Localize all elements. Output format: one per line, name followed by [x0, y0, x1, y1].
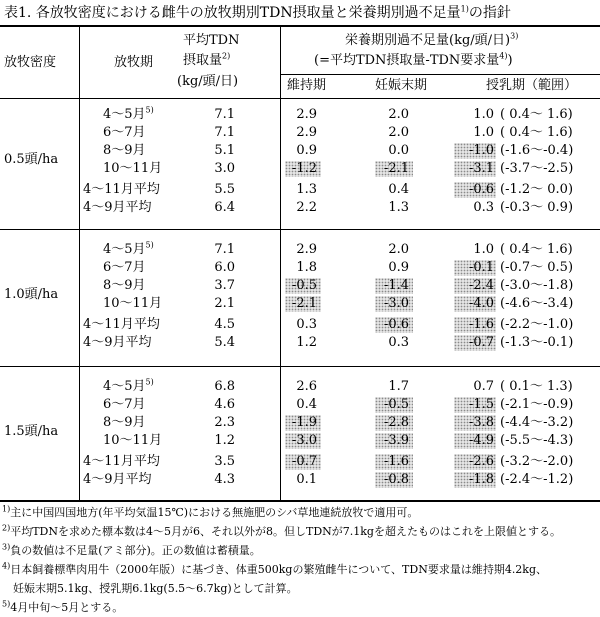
- header-balance-footnote-ref: 3): [510, 31, 519, 41]
- maintenance-value: 0.4: [296, 397, 317, 412]
- maintenance-value: -2.1: [285, 296, 321, 312]
- group-rule-1: [0, 229, 600, 230]
- density-label: 0.5頭/ha: [4, 152, 59, 167]
- period-text: 10～11月: [103, 433, 163, 448]
- period-text: 8～9月: [103, 415, 146, 430]
- period-text: 6～7月: [103, 260, 146, 275]
- maintenance-value: 0.9: [296, 143, 317, 158]
- period-label: [83, 182, 160, 198]
- footnote-marker: 3): [2, 542, 11, 552]
- lactation-value: -0.7: [454, 335, 496, 351]
- period-text: 4～5月: [103, 379, 146, 394]
- header-tdn-line2: [183, 53, 230, 69]
- late-pregnancy-value: 0.3: [388, 335, 409, 350]
- lactation-range: (-1.6～-0.4): [500, 143, 574, 158]
- header-density: 放牧密度: [4, 55, 57, 70]
- lactation-range: (-3.0～-1.8): [500, 278, 574, 293]
- tdn-value: 3.5: [214, 454, 235, 469]
- maintenance-value: -0.5: [285, 278, 321, 294]
- period-footnote-ref: 5): [145, 377, 154, 387]
- late-pregnancy-value: -2.1: [375, 161, 413, 177]
- period-label: [103, 296, 162, 312]
- group-rule-2: [0, 366, 600, 367]
- lactation-value: -1.8: [454, 472, 496, 488]
- period-label: [103, 107, 154, 123]
- header-balance-line1: [345, 33, 518, 49]
- tdn-value: 4.5: [214, 317, 235, 332]
- lactation-value: -4.0: [454, 296, 496, 312]
- period-text: 8～9月: [103, 278, 146, 293]
- late-pregnancy-value: -3.9: [375, 433, 413, 449]
- caption-text: 表1. 各放牧密度における雌牛の放牧期別TDN摂取量と栄養期別過不足量: [4, 5, 461, 21]
- caption-footnote-ref: 1): [460, 4, 469, 14]
- period-text: 10～11月: [103, 296, 163, 311]
- lactation-range: (-4.4～-3.2): [500, 415, 574, 430]
- late-pregnancy-value: 0.9: [388, 260, 409, 275]
- maintenance-value: -3.0: [285, 433, 321, 449]
- tdn-value: 6.0: [214, 260, 235, 275]
- footnote-marker: 2): [2, 523, 11, 533]
- tdn-value: 4.6: [214, 397, 235, 412]
- header-tdn-line1: 平均TDN: [183, 33, 240, 48]
- maintenance-value: 2.6: [296, 379, 317, 394]
- period-text: 4～9月平均: [83, 472, 152, 487]
- lactation-value: -2.6: [454, 454, 496, 470]
- header-bottom-rule: [0, 98, 600, 99]
- lactation-value: -1.5: [454, 397, 496, 413]
- header-period: 放牧期: [114, 55, 154, 70]
- late-pregnancy-value: 1.3: [388, 200, 409, 215]
- maintenance-value: 1.8: [296, 260, 317, 275]
- header-maintenance: 維持期: [287, 78, 327, 93]
- maintenance-value: 1.3: [296, 182, 317, 197]
- bottom-rule: [0, 500, 600, 502]
- period-text: 4～11月平均: [83, 182, 160, 197]
- period-text: 4～5月: [103, 242, 146, 257]
- maintenance-value: 2.9: [296, 107, 317, 122]
- tdn-value: 3.0: [214, 161, 235, 176]
- header-tdn-line3: (kg/頭/日): [177, 74, 239, 89]
- period-label: [103, 125, 146, 141]
- tdn-value: 1.2: [214, 433, 235, 448]
- footnote-text: 妊娠末期5.1kg、授乳期6.1kg(5.5～6.7kg)として計算。: [2, 582, 298, 595]
- period-label: [103, 397, 146, 413]
- lactation-value: -3.1: [454, 161, 496, 177]
- tdn-value: 4.3: [214, 472, 235, 487]
- lactation-range: (-1.3～-0.1): [500, 335, 574, 350]
- lactation-value: -1.6: [454, 317, 496, 333]
- lactation-range: ( 0.1～ 1.3): [500, 379, 573, 394]
- footnote-text: 負の数値は不足量(アミ部分)。正の数値は蓄積量。: [10, 544, 261, 557]
- lactation-value: -2.4: [454, 278, 496, 294]
- maintenance-value: 2.9: [296, 125, 317, 140]
- lactation-value: 1.0: [473, 107, 494, 122]
- lactation-value: -0.1: [454, 260, 496, 276]
- lactation-value: -3.8: [454, 415, 496, 431]
- late-pregnancy-value: -2.8: [375, 415, 413, 431]
- period-text: 4～9月平均: [83, 335, 152, 350]
- maintenance-value: 2.9: [296, 242, 317, 257]
- tdn-value: 7.1: [214, 242, 235, 257]
- period-label: [103, 161, 162, 177]
- tdn-value: 6.8: [214, 379, 235, 394]
- period-label: [83, 317, 160, 333]
- caption-suffix: の指針: [468, 5, 511, 21]
- header-late-pregnancy: 妊娠末期: [375, 78, 428, 93]
- late-pregnancy-value: -3.0: [375, 296, 413, 312]
- header-lactation: 授乳期（範囲）: [486, 78, 578, 93]
- tdn-value: 6.4: [214, 200, 235, 215]
- period-text: 4～9月平均: [83, 200, 152, 215]
- footnote-text: 日本飼養標準肉用牛（2000年版）に基づき、体重500kgの繁殖雌牛について、TDN要求量は維持期4.2kg、: [10, 563, 548, 576]
- lactation-value: 1.0: [473, 125, 494, 140]
- footnote-line: [2, 601, 123, 615]
- period-label: [83, 472, 152, 488]
- footnote-line: [2, 525, 561, 539]
- late-pregnancy-value: 2.0: [388, 107, 409, 122]
- sub-header-rule: [280, 74, 600, 75]
- period-label: [103, 415, 146, 431]
- lactation-range: (-0.7～ 0.5): [500, 260, 574, 275]
- lactation-range: (-3.2～-2.0): [500, 454, 574, 469]
- footnote-marker: 1): [2, 504, 11, 514]
- lactation-range: ( 0.4～ 1.6): [500, 125, 573, 140]
- period-text: 4～11月平均: [83, 454, 160, 469]
- tdn-value: 5.4: [214, 335, 235, 350]
- tdn-value: 7.1: [214, 107, 235, 122]
- late-pregnancy-value: -0.5: [375, 397, 413, 413]
- tdn-value: 5.5: [214, 182, 235, 197]
- header-balance-line2-text: (=平均TDN摂取量-TDN要求量: [314, 53, 500, 68]
- late-pregnancy-value: 2.0: [388, 125, 409, 140]
- late-pregnancy-value: 0.0: [388, 143, 409, 158]
- period-label: [103, 379, 154, 395]
- lactation-range: (-5.5～-4.3): [500, 433, 574, 448]
- lactation-range: (-2.4～-1.2): [500, 472, 574, 487]
- header-balance-line1-text: 栄養期別過不足量(kg/頭/日): [345, 33, 511, 48]
- period-text: 6～7月: [103, 397, 146, 412]
- footnote-marker: 5): [2, 599, 11, 609]
- lactation-range: (-4.6～-3.4): [500, 296, 574, 311]
- period-text: 6～7月: [103, 125, 146, 140]
- maintenance-value: 2.2: [296, 200, 317, 215]
- lactation-range: (-3.7～-2.5): [500, 161, 574, 176]
- header-balance-line2: [314, 53, 513, 69]
- lactation-range: ( 0.4～ 1.6): [500, 107, 573, 122]
- period-text: 4～5月: [103, 107, 146, 122]
- lactation-value: 0.7: [473, 379, 494, 394]
- late-pregnancy-value: 2.0: [388, 242, 409, 257]
- period-label: [103, 242, 154, 258]
- late-pregnancy-value: -1.4: [375, 278, 413, 294]
- lactation-value: 0.3: [473, 200, 494, 215]
- maintenance-value: 0.1: [296, 472, 317, 487]
- maintenance-value: 0.3: [296, 317, 317, 332]
- density-label: 1.0頭/ha: [4, 287, 59, 302]
- period-label: [83, 454, 160, 470]
- period-text: 4～11月平均: [83, 317, 160, 332]
- maintenance-value: -1.2: [285, 161, 321, 177]
- header-tdn-footnote-ref: 2): [222, 51, 231, 61]
- tdn-value: 7.1: [214, 125, 235, 140]
- footnote-line: [2, 582, 298, 596]
- period-label: [103, 278, 146, 294]
- footnote-line: [2, 506, 418, 520]
- footnote-line: [2, 563, 547, 577]
- late-pregnancy-value: 0.4: [388, 182, 409, 197]
- table-caption: [4, 4, 596, 22]
- footnote-text: 4月中旬～5月とする。: [10, 601, 124, 614]
- tdn-value: 3.7: [214, 278, 235, 293]
- vertical-rule-tdn: [280, 27, 281, 501]
- lactation-range: ( 0.4～ 1.6): [500, 242, 573, 257]
- tdn-value: 2.3: [214, 415, 235, 430]
- period-footnote-ref: 5): [145, 105, 154, 115]
- late-pregnancy-value: 1.7: [388, 379, 409, 394]
- header-balance-line2-footnote-ref: 4): [499, 51, 508, 61]
- late-pregnancy-value: -1.6: [375, 454, 413, 470]
- lactation-range: (-2.2～-1.0): [500, 317, 574, 332]
- header-tdn-line2-text: 摂取量: [183, 53, 223, 68]
- period-label: [103, 143, 146, 159]
- lactation-range: (-2.1～-0.9): [500, 397, 574, 412]
- footnote-line: [2, 544, 261, 558]
- maintenance-value: -0.7: [285, 454, 321, 470]
- period-text: 10～11月: [103, 161, 163, 176]
- period-label: [103, 433, 162, 449]
- period-label: [103, 260, 146, 276]
- maintenance-value: -1.9: [285, 415, 321, 431]
- density-label: 1.5頭/ha: [4, 424, 59, 439]
- lactation-value: -4.9: [454, 433, 496, 449]
- top-rule: [0, 25, 600, 27]
- lactation-range: (-1.2～ 0.0): [500, 182, 574, 197]
- lactation-range: (-0.3～ 0.9): [500, 200, 574, 215]
- period-text: 8～9月: [103, 143, 146, 158]
- footnote-text: 平均TDNを求めた標本数は4～5月が6、それ以外が8。但しTDNが7.1kgを超えたものはこれを上限値とする。: [10, 525, 561, 538]
- tdn-value: 2.1: [214, 296, 235, 311]
- late-pregnancy-value: -0.6: [375, 317, 413, 333]
- period-label: [83, 335, 152, 351]
- header-balance-line2-close: ): [507, 53, 513, 68]
- footnote-text: 主に中国四国地方(年平均気温15℃)における無施肥のシバ草地連続放牧で適用可。: [10, 506, 419, 519]
- period-label: [83, 200, 152, 216]
- tdn-value: 5.1: [214, 143, 235, 158]
- lactation-value: -0.6: [454, 182, 496, 198]
- late-pregnancy-value: -0.8: [375, 472, 413, 488]
- period-footnote-ref: 5): [145, 240, 154, 250]
- lactation-value: 1.0: [473, 242, 494, 257]
- lactation-value: -1.0: [454, 143, 496, 159]
- maintenance-value: 1.2: [296, 335, 317, 350]
- footnote-marker: 4): [2, 561, 11, 571]
- vertical-rule-density: [79, 27, 80, 501]
